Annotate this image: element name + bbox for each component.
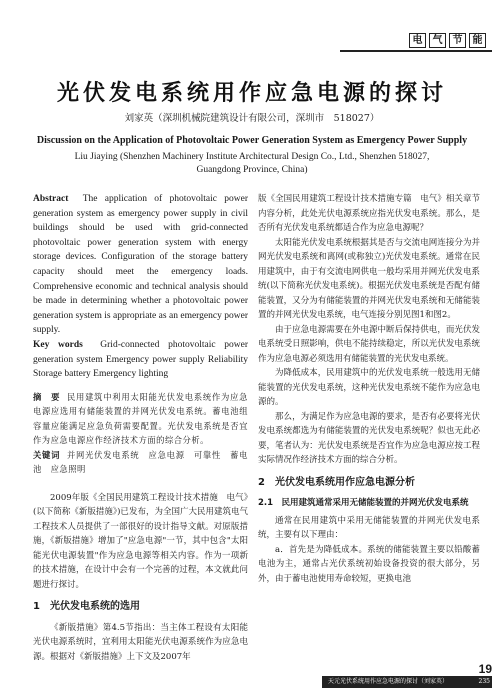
paragraph: 由于应急电源需要在外电源中断后保持供电，而光伏发电系统受日照影响，供电不能持续稳定，所以光伏发电系统作为应急电源必须选用有储能装置的光伏发电系统。 bbox=[258, 324, 480, 364]
keywords-cn-label: 关键词 bbox=[33, 449, 61, 460]
abstract-cn bbox=[33, 390, 248, 448]
abstract-en bbox=[33, 192, 248, 338]
abstract-cn-text: 民用建筑中利用太阳能光伏发电系统作为应急电源应选用有储能装置的并网光伏发电系统。蓄电池组容量应能满足应急负荷需要配置。光伏发电系统是否宜作为应急电源应作经济技术方面的综合分析。 bbox=[33, 391, 248, 446]
right-column bbox=[258, 192, 480, 586]
keywords-label: Key words bbox=[33, 339, 83, 350]
paragraph: 那么，为满足作为应急电源的要求，是否有必要将光伏发电系统都选为有储能装置的光伏发电系统呢？似也无此必要，笔者认为：光伏发电系统是否宜作为应急电源应按工程实际情况作经济技术方面的综合分析。 bbox=[258, 411, 480, 465]
paper-title-en: Discussion on the Application of Photovoltaic Power Generation System as Emergency Power Supply bbox=[36, 135, 468, 146]
section-tag-char: 能 bbox=[469, 33, 486, 48]
section-tag-char: 电 bbox=[409, 33, 426, 48]
section-tag-char: 节 bbox=[449, 33, 466, 48]
authors-cn: 刘家英（深圳机械院建筑设计有限公司，深圳市 518027） bbox=[124, 113, 380, 124]
abstract-cn-label: 摘 要 bbox=[33, 391, 61, 402]
paragraph: 为降低成本，民用建筑中的光伏发电系统一般选用无储能装置的光伏发电系统，这种光伏发电系统不能作为应急电源的。 bbox=[258, 368, 480, 407]
section1-paragraph: 《新版措施》第4.5节指出：当主体工程设有太阳能光伏电源系统时，宜利用太阳能光伏电源系统作为应急电源。根据对《新版措施》上下文及2007年 bbox=[33, 622, 248, 662]
abstract-label: Abstract bbox=[33, 194, 69, 204]
keywords-en bbox=[33, 338, 248, 382]
paragraph: a．首先是为降低成本。系统的储能装置主要以铅酸蓄电池为主，通常占光伏系统初始设备投资的很大部分，另外，由于蓄电池使用寿命较短，更换电池 bbox=[258, 544, 480, 584]
section-heading: 2 光伏发电系统用作应急电源分析 bbox=[258, 476, 415, 488]
paragraph: 通常在民用建筑中采用无储能装置的并网光伏发电系统，主要有以下理由： bbox=[258, 515, 480, 540]
keywords-text: Grid-connected photovoltaic power generation system Emergency power supply Reliability Storage battery Emergency lighting bbox=[33, 339, 248, 380]
keywords-cn bbox=[33, 448, 248, 477]
authors-en-line: Liu Jiaying (Shenzhen Machinery Institute Architectural Design Co., Ltd., Shenzhen 518027, bbox=[74, 152, 430, 162]
subsection-heading: 2.1 民用建筑通常采用无储能装置的并网光伏发电系统 bbox=[258, 498, 469, 508]
intro-paragraph: 2009年版《全国民用建筑工程设计技术措施 电气》(以下简称《新版措施》)已发布，为全国广大民用建筑电气工程技术人员提供了一部很好的设计指导文献。对原版措施，《新版措施》增加了"应急电源"一节，其中包含"太阳能光伏电源装置"作为应急电源等相关内容。作为一项新的技术措施，在设计中会有一个完善的过程，本文就此问题进行探讨。 bbox=[33, 492, 248, 590]
left-column bbox=[33, 192, 248, 664]
footer-bar: 天元光伏系统用作应急电源的探讨（刘家英） bbox=[322, 676, 492, 688]
authors-en-line: Guangdong Province, China) bbox=[196, 165, 308, 175]
abstract-text: The application of photovoltaic power generation system as emergency power supply in civil buildings should be used with grid-connected photovoltaic power generation system with energy storage devices. Configuration of the storage battery capacity should meet the emergency loads. Comprehensive economic and technical analysis should be made in determining whether a photovoltaic power generation system is appropriate as an emergency power supply. bbox=[33, 194, 248, 336]
paragraph: 太阳能光伏发电系统根据其是否与交流电网连接分为并网光伏发电系统和离网(或称独立)光伏发电系统。通常在民用建筑中，由于有交流电网供电一般均采用并网光伏发电系统(以下简称光伏发电系统)。根据光伏发电系统是否配有储能装置，又分为有储能装置的并网光伏发电系统和无储能装置的并网光伏发电系统，电气连接分别见图1和图2。 bbox=[258, 237, 480, 320]
paragraph: 版《全国民用建筑工程设计技术措施专篇 电气》相关章节内容分析，此处光伏电源系统应指光伏发电系统。那么，是否所有光伏发电系统都适合作为应急电源呢？ bbox=[258, 194, 480, 233]
section-heading: 1 光伏发电系统的选用 bbox=[33, 601, 140, 613]
section-tag-char: 气 bbox=[429, 33, 446, 48]
header-rule bbox=[340, 50, 492, 52]
keywords-cn-text: 并网光伏发电系统 应急电源 可靠性 蓄电池 应急照明 bbox=[33, 449, 248, 475]
section-tag bbox=[409, 33, 486, 48]
page-number: 19 bbox=[478, 662, 492, 676]
authors-en bbox=[60, 151, 444, 177]
paper-title: 光伏发电系统用作应急电源的探讨 bbox=[56, 81, 447, 106]
footer-sub-number: 235 bbox=[478, 678, 490, 685]
